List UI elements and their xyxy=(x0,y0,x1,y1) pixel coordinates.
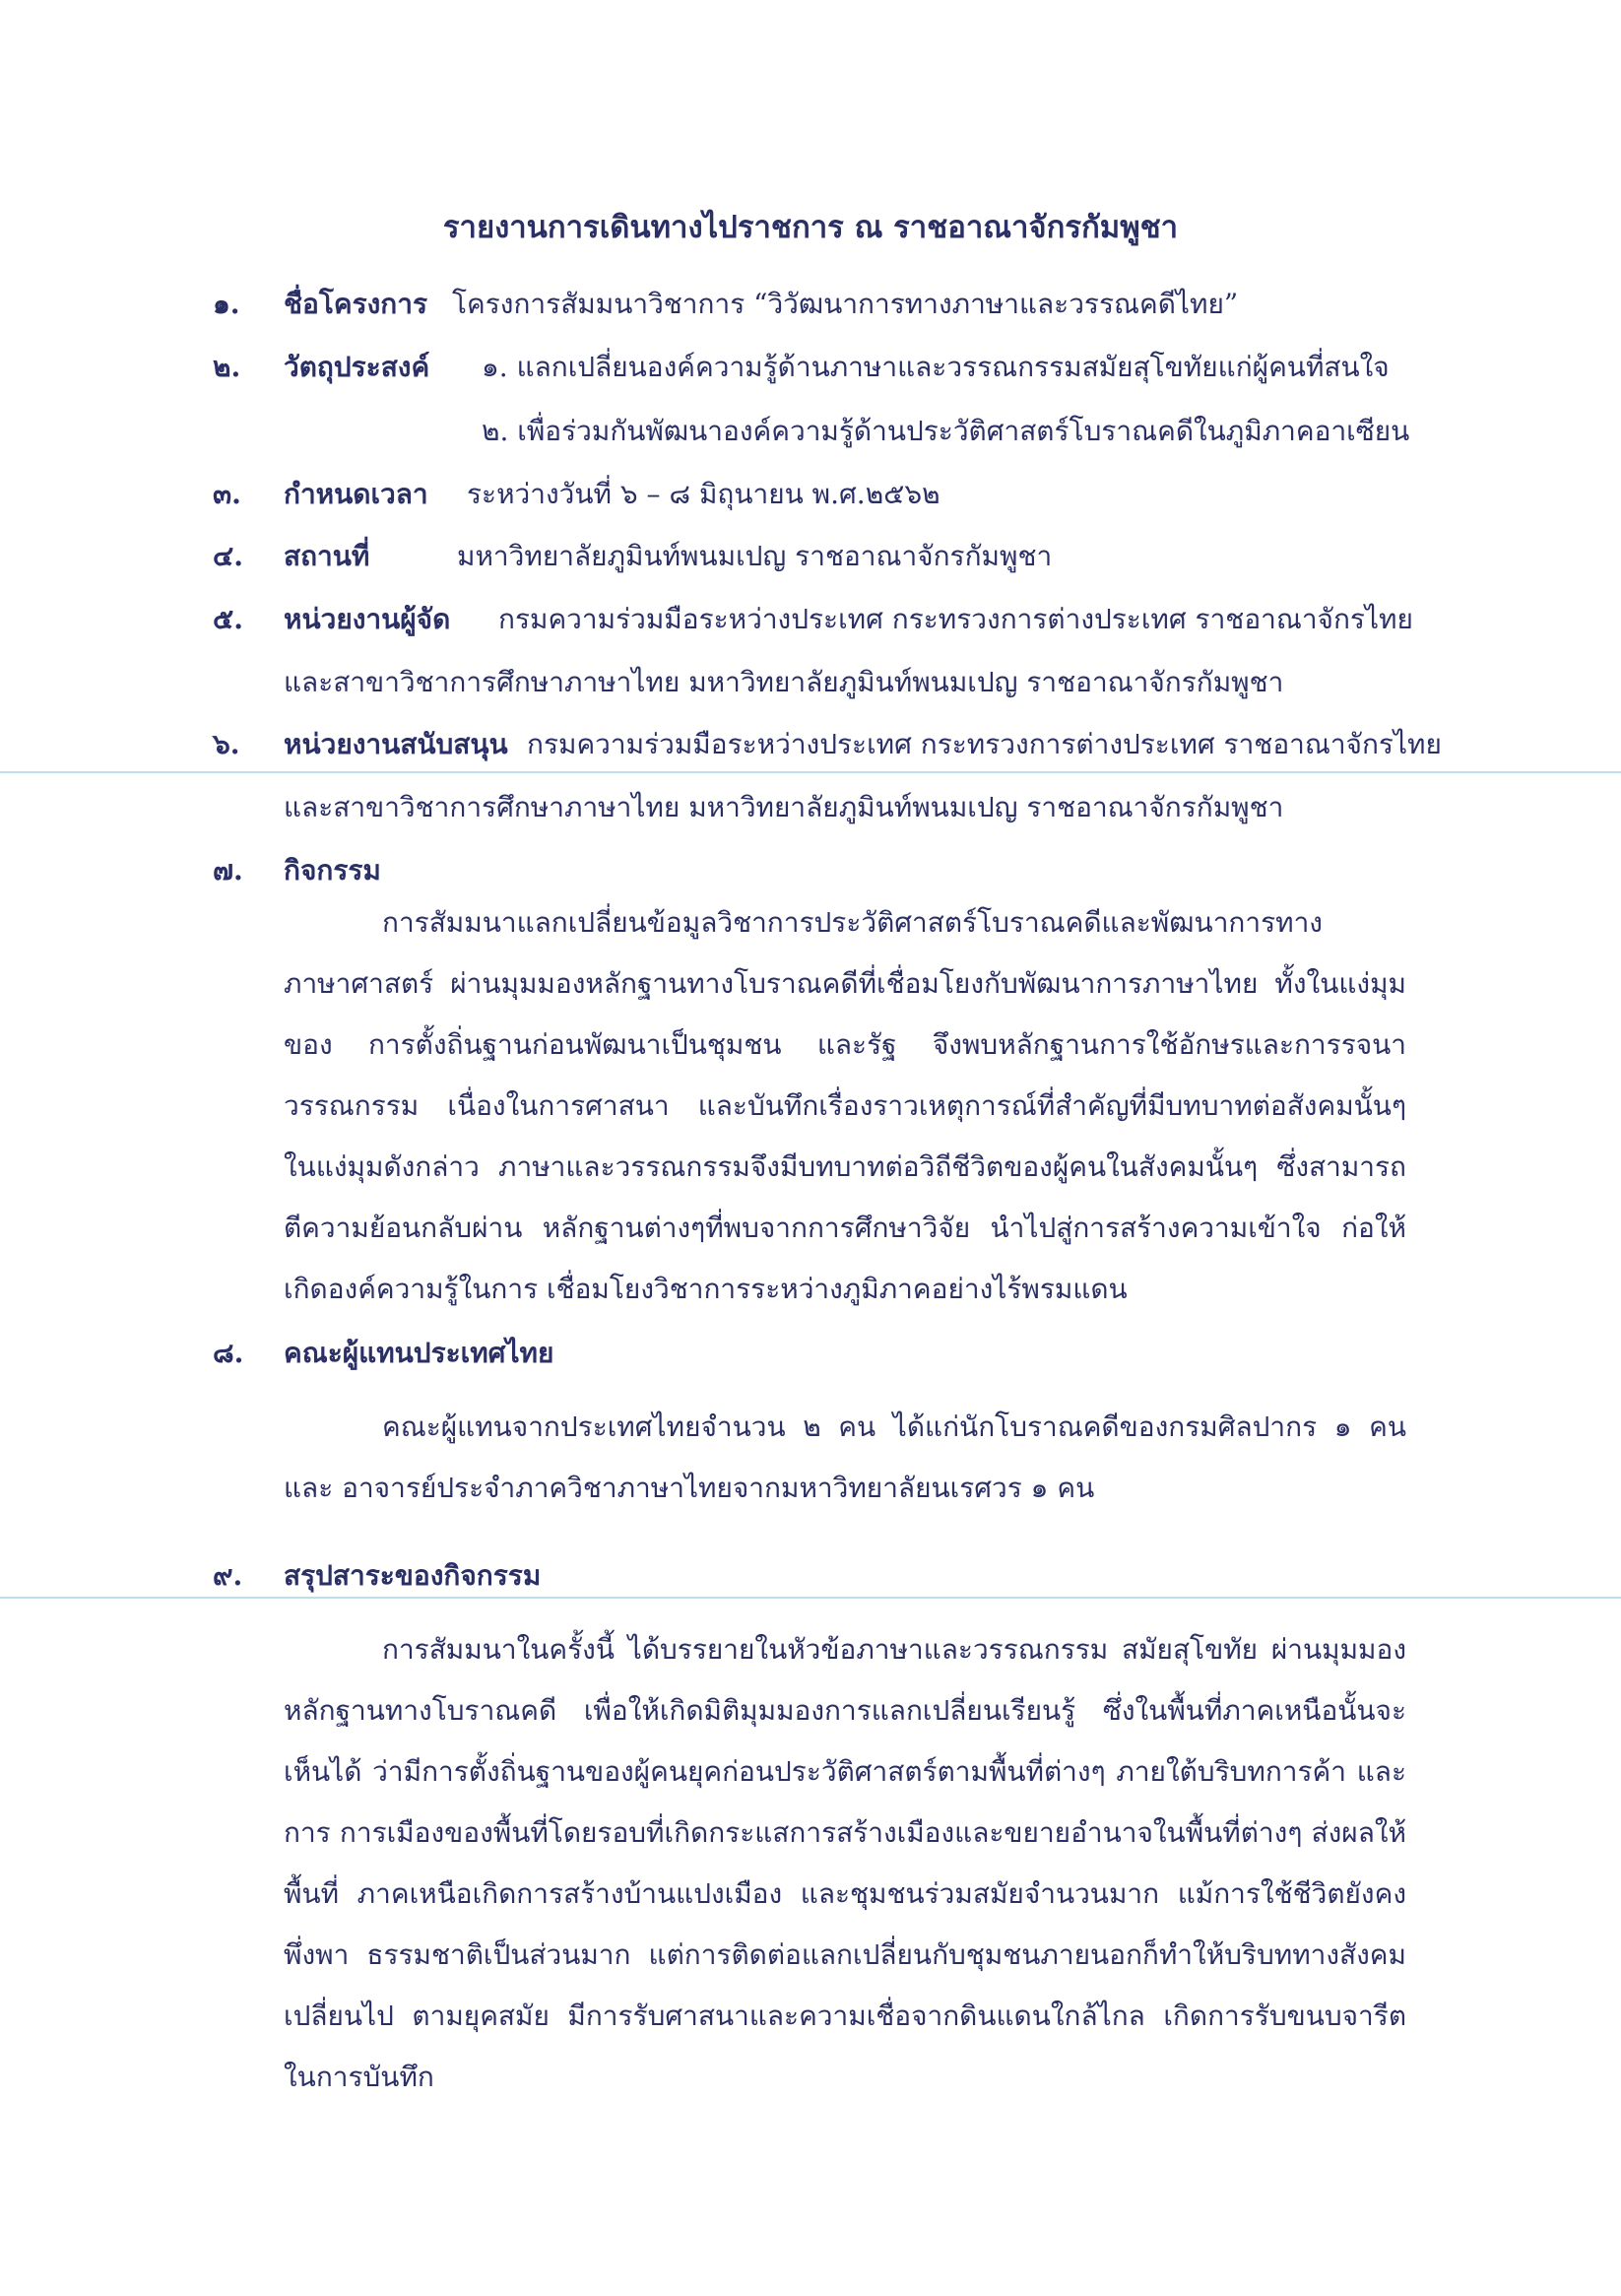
item-4-text: มหาวิทยาลัยภูมินท์พนมเปญ ราชอาณาจักรกัมพูชา xyxy=(457,540,1053,572)
item-9-paragraph xyxy=(284,1619,1406,2108)
item-4-label: สถานที่ xyxy=(284,540,370,572)
item-9-number: ๙. xyxy=(213,1559,243,1592)
item-6-number: ๖. xyxy=(213,728,240,760)
item-7-paragraph-text: การสัมมนาแลกเปลี่ยนข้อมูลวิชาการประวัติศาสตร์โบราณคดีและพัฒนาการทาง ภาษาศาสตร์ ผ่านมุมมองหลักฐานทางโบราณคดีที่เชื่อมโยงกับพัฒนาการภาษาไทย ทั้งในแง่มุมของ การตั้งถิ่นฐานก่อนพัฒนาเป็นชุมชน และรัฐ จึงพบหลักฐานการใช้อักษรและการรจนาวรรณกรรม เนื่องในการศาสนา และบันทึกเรื่องราวเหตุการณ์ที่สำคัญที่มีบทบาทต่อสังคมนั้นๆ ในแง่มุมดังกล่าว ภาษาและวรรณกรรมจึงมีบทบาทต่อวิถีชีวิตของผู้คนในสังคมนั้นๆ ซึ่งสามารถตีความย้อนกลับผ่าน หลักฐานต่างๆที่พบจากการศึกษาวิจัย นำไปสู่การสร้างความเข้าใจ ก่อให้เกิดองค์ความรู้ในการ เชื่อมโยงวิชาการระหว่างภูมิภาคอย่างไร้พรมแดน xyxy=(284,906,1406,1305)
item-1-text: โครงการสัมมนาวิชาการ “วิวัฒนาการทางภาษาและวรรณคดีไทย” xyxy=(452,288,1239,320)
item-2-objective-2: ๒. เพื่อร่วมกันพัฒนาองค์ความรู้ด้านประวัติศาสตร์โบราณคดีในภูมิภาคอาเซียน xyxy=(482,415,1410,447)
item-2-objective-1: ๑. แลกเปลี่ยนองค์ความรู้ด้านภาษาและวรรณกรรมสมัยสุโขทัยแก่ผู้คนที่สนใจ xyxy=(482,351,1390,383)
scan-artifact-line xyxy=(0,1597,1621,1599)
item-6-text: กรมความร่วมมือระหว่างประเทศ กระทรวงการต่างประเทศ ราชอาณาจักรไทย xyxy=(527,728,1442,760)
item-5-text-continued: และสาขาวิชาการศึกษาภาษาไทย มหาวิทยาลัยภูมินท์พนมเปญ ราชอาณาจักรกัมพูชา xyxy=(284,666,1284,698)
item-6-label: หน่วยงานสนับสนุน xyxy=(284,728,508,760)
item-8-label: คณะผู้แทนประเทศไทย xyxy=(284,1337,554,1369)
item-8-paragraph-text: คณะผู้แทนจากประเทศไทยจำนวน ๒ คน ได้แก่นักโบราณคดีของกรมศิลปากร ๑ คน และ อาจารย์ประจำภาควิชาภาษาไทยจากมหาวิทยาลัยนเรศวร ๑ คน xyxy=(284,1410,1406,1504)
item-6-text-continued: และสาขาวิชาการศึกษาภาษาไทย มหาวิทยาลัยภูมินท์พนมเปญ ราชอาณาจักรกัมพูชา xyxy=(284,791,1284,823)
item-8-paragraph xyxy=(284,1397,1406,1519)
item-3-number: ๓. xyxy=(213,478,241,510)
item-7-label: กิจกรรม xyxy=(284,854,381,886)
document-title: รายงานการเดินทางไปราชการ ณ ราชอาณาจักรกัมพูชา xyxy=(442,210,1179,245)
item-1-label: ชื่อโครงการ xyxy=(284,288,428,320)
item-5-number: ๕. xyxy=(213,603,243,635)
item-5-text: กรมความร่วมมือระหว่างประเทศ กระทรวงการต่างประเทศ ราชอาณาจักรไทย xyxy=(498,603,1413,635)
item-9-paragraph-text: การสัมมนาในครั้งนี้ ได้บรรยายในหัวข้อภาษาและวรรณกรรม สมัยสุโขทัย ผ่านมุมมอง หลักฐานทางโบราณคดี เพื่อให้เกิดมิติมุมมองการแลกเปลี่ยนเรียนรู้ ซึ่งในพื้นที่ภาคเหนือนั้นจะเห็นได้ ว่ามีการตั้งถิ่นฐานของผู้คนยุคก่อนประวัติศาสตร์ตามพื้นที่ต่างๆ ภายใต้บริบทการค้า และการ การเมืองของพื้นที่โดยรอบที่เกิดกระแสการสร้างเมืองและขยายอำนาจในพื้นที่ต่างๆ ส่งผลให้พื้นที่ ภาคเหนือเกิดการสร้างบ้านแปงเมือง และชุมชนร่วมสมัยจำนวนมาก แม้การใช้ชีวิตยังคงพึ่งพา ธรรมชาติเป็นส่วนมาก แต่การติดต่อแลกเปลี่ยนกับชุมชนภายนอกก็ทำให้บริบททางสังคมเปลี่ยนไป ตามยุคสมัย มีการรับศาสนาและความเชื่อจากดินแดนใกล้ไกล เกิดการรับขนบจารีตในการบันทึก xyxy=(284,1633,1406,2093)
item-3-label: กำหนดเวลา xyxy=(284,478,428,510)
item-1-number: ๑. xyxy=(213,288,240,320)
item-8-number: ๘. xyxy=(213,1337,244,1369)
item-9-label: สรุปสาระของกิจกรรม xyxy=(284,1559,542,1592)
item-2-label: วัตถุประสงค์ xyxy=(284,351,430,383)
item-5-label: หน่วยงานผู้จัด xyxy=(284,603,451,635)
item-3-text: ระหว่างวันที่ ๖ – ๘ มิถุนายน พ.ศ.๒๕๖๒ xyxy=(467,478,940,510)
item-7-number: ๗. xyxy=(213,854,243,886)
item-7-paragraph xyxy=(284,892,1406,1320)
item-4-number: ๔. xyxy=(213,540,243,572)
item-2-number: ๒. xyxy=(213,351,241,383)
